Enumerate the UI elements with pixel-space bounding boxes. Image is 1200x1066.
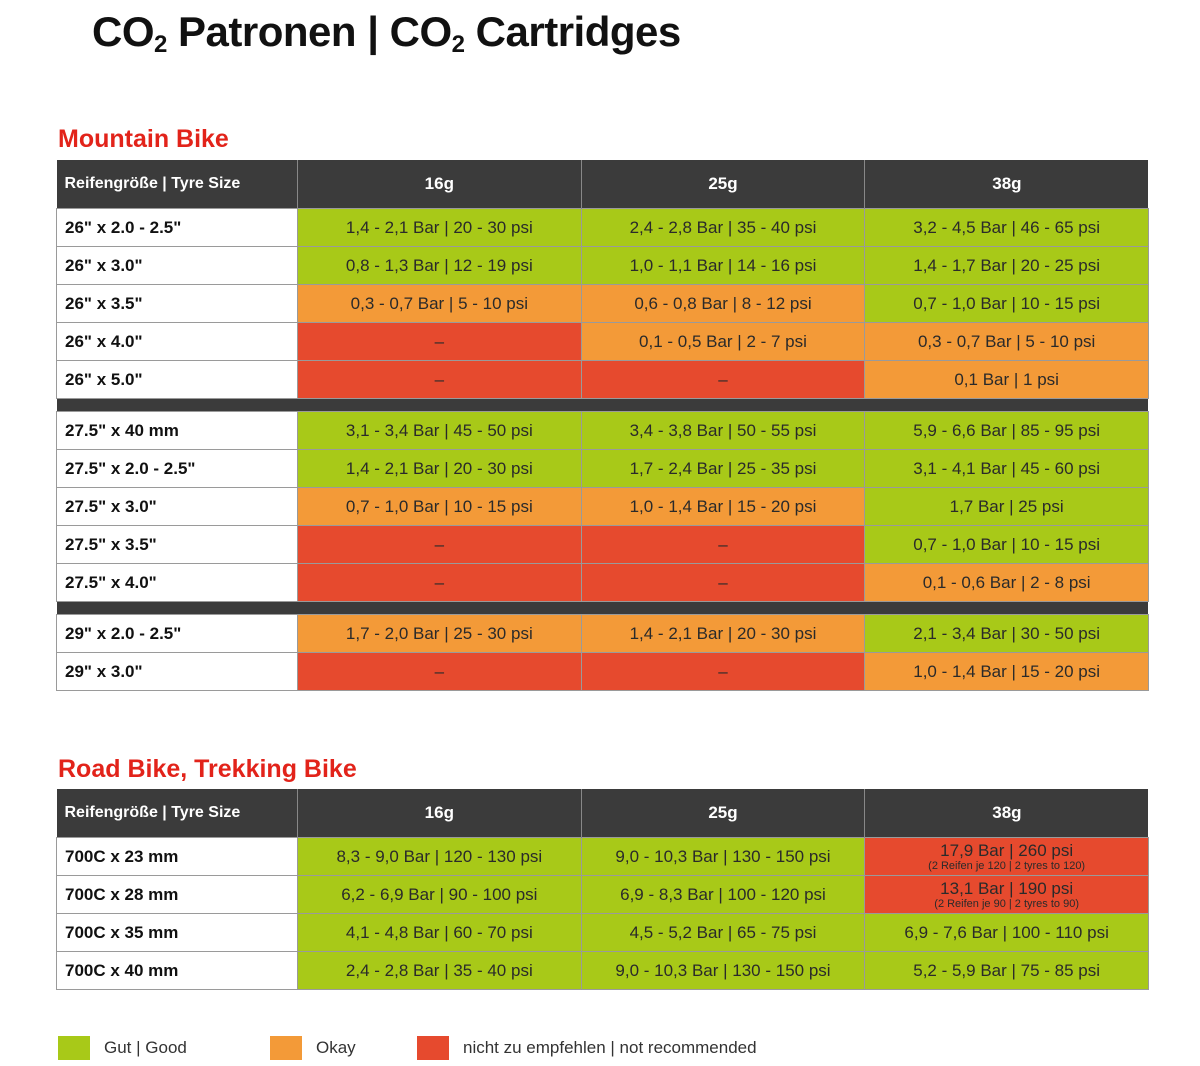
tyre-size-cell: 29" x 3.0" xyxy=(57,653,298,691)
road-heading: Road Bike, Trekking Bike xyxy=(58,755,357,783)
pressure-cell-good: 3,4 - 3,8 Bar | 50 - 55 psi xyxy=(581,412,865,450)
pressure-cell-bad xyxy=(865,876,1149,914)
pressure-cell-good: 1,4 - 2,1 Bar | 20 - 30 psi xyxy=(298,450,582,488)
pressure-cell-good: 4,5 - 5,2 Bar | 65 - 75 psi xyxy=(581,914,865,952)
tyre-size-cell: 700C x 40 mm xyxy=(57,952,298,990)
pressure-cell-good: 1,4 - 1,7 Bar | 20 - 25 psi xyxy=(865,247,1149,285)
row-separator xyxy=(57,399,1149,412)
tyre-size-cell: 27.5" x 3.5" xyxy=(57,526,298,564)
road-header-row xyxy=(57,789,1149,838)
pressure-cell-good: 3,2 - 4,5 Bar | 46 - 65 psi xyxy=(865,209,1149,247)
legend-good xyxy=(58,1036,270,1060)
mtb-header-38g: 38g xyxy=(865,160,1149,209)
pressure-cell-good: 0,7 - 1,0 Bar | 10 - 15 psi xyxy=(865,285,1149,323)
table-row xyxy=(57,323,1149,361)
road-header-16g: 16g xyxy=(298,789,582,838)
table-row xyxy=(57,952,1149,990)
road-header-38g: 38g xyxy=(865,789,1149,838)
page-title: $CO_2$ Patronen | $CO_2$ Cartridges xyxy=(92,8,681,58)
pressure-note: (2 Reifen je 90 | 2 tyres to 90) xyxy=(934,898,1079,910)
table-row xyxy=(57,412,1149,450)
pressure-cell-good: 2,4 - 2,8 Bar | 35 - 40 psi xyxy=(581,209,865,247)
legend-bad xyxy=(417,1036,757,1060)
pressure-cell-bad: – xyxy=(298,564,582,602)
legend-okay-swatch xyxy=(270,1036,302,1060)
pressure-cell-good: 0,8 - 1,3 Bar | 12 - 19 psi xyxy=(298,247,582,285)
tyre-size-cell: 29" x 2.0 - 2.5" xyxy=(57,615,298,653)
table-row xyxy=(57,526,1149,564)
pressure-cell-good: 1,7 Bar | 25 psi xyxy=(865,488,1149,526)
legend-bad-label: nicht zu empfehlen | not recommended xyxy=(463,1038,757,1057)
tyre-size-cell: 700C x 35 mm xyxy=(57,914,298,952)
mtb-heading: Mountain Bike xyxy=(58,125,229,153)
pressure-cell-okay: 0,1 - 0,6 Bar | 2 - 8 psi xyxy=(865,564,1149,602)
pressure-cell-good: 5,9 - 6,6 Bar | 85 - 95 psi xyxy=(865,412,1149,450)
pressure-cell-good: 4,1 - 4,8 Bar | 60 - 70 psi xyxy=(298,914,582,952)
table-row xyxy=(57,564,1149,602)
road-table xyxy=(56,789,1149,990)
row-separator xyxy=(57,602,1149,615)
pressure-cell-good: 6,9 - 7,6 Bar | 100 - 110 psi xyxy=(865,914,1149,952)
pressure-cell-okay: 0,1 - 0,5 Bar | 2 - 7 psi xyxy=(581,323,865,361)
pressure-note: (2 Reifen je 120 | 2 tyres to 120) xyxy=(928,860,1086,872)
pressure-cell-good: 8,3 - 9,0 Bar | 120 - 130 psi xyxy=(298,838,582,876)
legend-bad-swatch xyxy=(417,1036,449,1060)
pressure-value: 17,9 Bar | 260 psi xyxy=(940,841,1074,860)
pressure-cell-okay: 1,0 - 1,4 Bar | 15 - 20 psi xyxy=(581,488,865,526)
pressure-cell-good: 3,1 - 3,4 Bar | 45 - 50 psi xyxy=(298,412,582,450)
table-row xyxy=(57,247,1149,285)
pressure-cell-good: 1,0 - 1,1 Bar | 14 - 16 psi xyxy=(581,247,865,285)
separator-bar xyxy=(57,399,1149,412)
pressure-cell-bad: – xyxy=(581,653,865,691)
pressure-cell-bad: – xyxy=(581,564,865,602)
table-row xyxy=(57,615,1149,653)
pressure-cell-good: 6,9 - 8,3 Bar | 100 - 120 psi xyxy=(581,876,865,914)
tyre-size-cell: 26" x 3.0" xyxy=(57,247,298,285)
pressure-value: 13,1 Bar | 190 psi xyxy=(940,879,1074,898)
tyre-size-cell: 26" x 3.5" xyxy=(57,285,298,323)
tyre-size-cell: 26" x 4.0" xyxy=(57,323,298,361)
mtb-header-row xyxy=(57,160,1149,209)
pressure-cell-bad xyxy=(865,838,1149,876)
pressure-cell-good: 1,4 - 2,1 Bar | 20 - 30 psi xyxy=(298,209,582,247)
tyre-size-cell: 700C x 23 mm xyxy=(57,838,298,876)
pressure-cell-okay: 0,1 Bar | 1 psi xyxy=(865,361,1149,399)
pressure-cell-good: 9,0 - 10,3 Bar | 130 - 150 psi xyxy=(581,952,865,990)
legend-okay xyxy=(270,1036,417,1060)
road-header-25g: 25g xyxy=(581,789,865,838)
table-row xyxy=(57,361,1149,399)
pressure-cell-bad: – xyxy=(581,361,865,399)
table-row xyxy=(57,876,1149,914)
table-row xyxy=(57,653,1149,691)
pressure-cell-okay: 1,0 - 1,4 Bar | 15 - 20 psi xyxy=(865,653,1149,691)
mtb-header-16g: 16g xyxy=(298,160,582,209)
tyre-size-cell: 27.5" x 2.0 - 2.5" xyxy=(57,450,298,488)
table-row xyxy=(57,488,1149,526)
pressure-cell-good: 1,7 - 2,4 Bar | 25 - 35 psi xyxy=(581,450,865,488)
table-row xyxy=(57,450,1149,488)
pressure-cell-bad: – xyxy=(298,653,582,691)
table-row xyxy=(57,285,1149,323)
pressure-cell-okay: 1,4 - 2,1 Bar | 20 - 30 psi xyxy=(581,615,865,653)
pressure-cell-bad: – xyxy=(298,323,582,361)
mtb-header-25g: 25g xyxy=(581,160,865,209)
table-row xyxy=(57,209,1149,247)
pressure-cell-good: 3,1 - 4,1 Bar | 45 - 60 psi xyxy=(865,450,1149,488)
legend xyxy=(58,1036,757,1060)
pressure-cell-good: 6,2 - 6,9 Bar | 90 - 100 psi xyxy=(298,876,582,914)
legend-good-swatch xyxy=(58,1036,90,1060)
pressure-cell-okay: 0,3 - 0,7 Bar | 5 - 10 psi xyxy=(865,323,1149,361)
pressure-cell-okay: 0,3 - 0,7 Bar | 5 - 10 psi xyxy=(298,285,582,323)
mtb-table xyxy=(56,160,1149,691)
tyre-size-cell: 27.5" x 40 mm xyxy=(57,412,298,450)
pressure-cell-bad: – xyxy=(298,526,582,564)
legend-good-label: Gut | Good xyxy=(104,1038,187,1057)
pressure-cell-good: 5,2 - 5,9 Bar | 75 - 85 psi xyxy=(865,952,1149,990)
pressure-cell-good: 0,7 - 1,0 Bar | 10 - 15 psi xyxy=(865,526,1149,564)
pressure-cell-good: 9,0 - 10,3 Bar | 130 - 150 psi xyxy=(581,838,865,876)
table-row xyxy=(57,914,1149,952)
pressure-cell-good: 2,4 - 2,8 Bar | 35 - 40 psi xyxy=(298,952,582,990)
legend-okay-label: Okay xyxy=(316,1038,356,1057)
tyre-size-cell: 700C x 28 mm xyxy=(57,876,298,914)
pressure-cell-okay: 1,7 - 2,0 Bar | 25 - 30 psi xyxy=(298,615,582,653)
road-header-tyre-size: Reifengröße | Tyre Size xyxy=(57,789,298,838)
mtb-header-tyre-size: Reifengröße | Tyre Size xyxy=(57,160,298,209)
pressure-cell-good: 2,1 - 3,4 Bar | 30 - 50 psi xyxy=(865,615,1149,653)
separator-bar xyxy=(57,602,1149,615)
pressure-cell-bad: – xyxy=(298,361,582,399)
tyre-size-cell: 27.5" x 3.0" xyxy=(57,488,298,526)
tyre-size-cell: 27.5" x 4.0" xyxy=(57,564,298,602)
table-row xyxy=(57,838,1149,876)
pressure-cell-okay: 0,6 - 0,8 Bar | 8 - 12 psi xyxy=(581,285,865,323)
tyre-size-cell: 26" x 2.0 - 2.5" xyxy=(57,209,298,247)
pressure-cell-bad: – xyxy=(581,526,865,564)
tyre-size-cell: 26" x 5.0" xyxy=(57,361,298,399)
pressure-cell-okay: 0,7 - 1,0 Bar | 10 - 15 psi xyxy=(298,488,582,526)
